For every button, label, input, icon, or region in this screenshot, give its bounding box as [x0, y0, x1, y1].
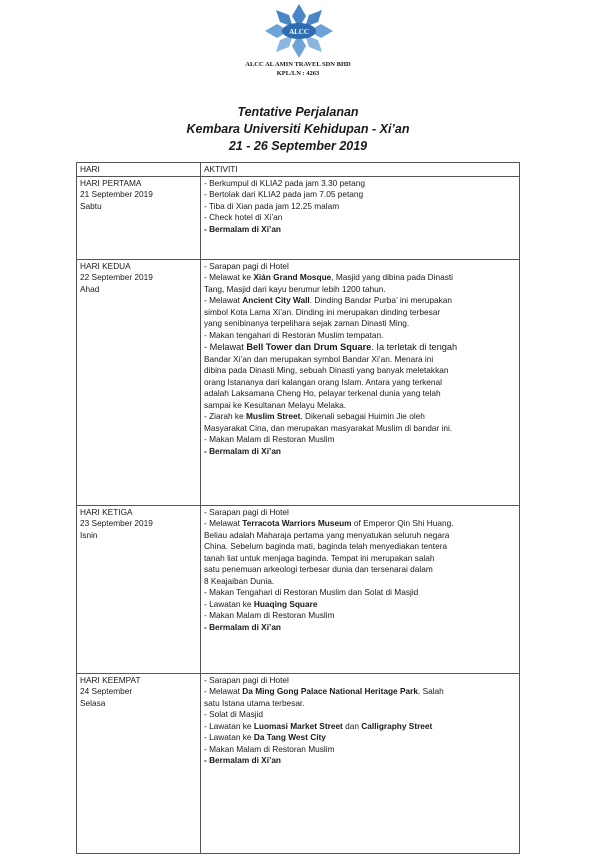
header-activity: AKTIVITI: [201, 163, 520, 177]
day-weekday: Selasa: [80, 697, 106, 708]
day-cell: [77, 176, 201, 259]
activity-item: - Makan Malam di Restoran Muslim: [204, 434, 335, 444]
activity-text: of Emperor Qin Shi Huang.: [353, 518, 454, 528]
table-row: [77, 673, 520, 853]
place-name: Ancient City Wall: [242, 295, 310, 305]
activity-continuation: dibina pada Dinasti Ming, sebuah Dinasti yang banyak meletakkan: [204, 365, 449, 375]
activity-text: . Dikenali sebagai Huimin Jie oleh: [300, 411, 425, 421]
activity-item: [204, 411, 516, 423]
activity-text: . Ia terletak di tengah: [371, 342, 458, 352]
activity-continuation: sampai ke Kesultanan Melayu Melaka.: [204, 399, 347, 410]
activity-item: [204, 272, 516, 284]
activity-continuation: adalah Laksamana Cheng Ho, pelayar terkenal dunia yang telah: [204, 388, 441, 398]
activity-text: - Lawatan ke: [204, 720, 252, 731]
activity-text: - Lawatan ke: [204, 732, 252, 742]
activity-bold: - Bermalam di Xi’an: [204, 223, 282, 234]
day-name: HARI KEDUA: [80, 260, 131, 271]
title-line-2: Kembara Universiti Kehidupan - Xi’an: [186, 122, 410, 136]
place-name: Terracota Warriors Museum: [242, 518, 352, 528]
place-name: Xián Grand Mosque: [253, 272, 332, 282]
table-row: [77, 505, 520, 673]
title-line-3: 21 - 26 September 2019: [228, 139, 368, 153]
activity-item: - Makan Malam di Restoran Muslim: [204, 743, 335, 754]
day-weekday: Sabtu: [80, 200, 102, 211]
company-header: [0, 60, 596, 78]
activity-continuation: Tang, Masjid dari kayu berumur lebih 1200 tahun.: [204, 283, 386, 294]
activity-continuation: orang Istananya dari kalangan orang Islam. Antara yang terkenal: [204, 376, 442, 387]
activity-item: [204, 622, 516, 634]
activity-item: [204, 341, 516, 354]
place-name: Calligraphy Street: [361, 720, 433, 731]
activity-item: - Sarapan pagi di Hotel: [204, 260, 289, 271]
day-weekday: Isnin: [80, 529, 98, 540]
activity-continuation: tanah liat untuk menjaga baginda. Tempat ini merupakan salah: [204, 552, 435, 563]
table-header-row: [77, 163, 520, 177]
activity-continuation: Bandar Xi’an dan merupakan symbol Bandar Xi’an. Menara ini: [204, 353, 434, 364]
activity-item: [204, 518, 516, 530]
activity-item: [204, 732, 516, 744]
activity-text: - Melawat: [204, 518, 240, 528]
activity-continuation: satu Istana utama terbesar.: [204, 697, 305, 708]
activity-item: [204, 755, 516, 767]
activity-item: [204, 599, 516, 611]
place-name: Huaqing Square: [253, 598, 318, 609]
day-weekday: Ahad: [80, 283, 100, 294]
activity-text: - Lawatan ke: [204, 598, 252, 609]
activity-bold: - Bermalam di Xi’an: [204, 445, 282, 456]
day-name: HARI PERTAMA: [80, 177, 142, 188]
activity-text: - Melawat: [204, 342, 244, 352]
activity-item: - Check hotel di Xi’an: [204, 212, 283, 222]
place-name: Da Ming Gong Palace National Heritage Park: [242, 686, 418, 696]
activity-item: [204, 686, 516, 698]
activity-item: [204, 295, 516, 307]
table-row: [77, 259, 520, 505]
activity-text: - Ziarah ke: [204, 411, 244, 421]
license-number: KPL/LN : 4263: [276, 70, 320, 77]
day-name: HARI KEEMPAT: [80, 674, 141, 685]
header-day: HARI: [77, 163, 201, 177]
activity-text: - Melawat: [204, 686, 240, 696]
activity-text: . Dinding Bandar Purba’ ini merupakan: [309, 295, 452, 305]
activity-text: - Melawat: [204, 295, 240, 305]
day-cell: [77, 259, 201, 505]
day-date: 23 September 2019: [80, 518, 153, 528]
activity-continuation: simbol Kota Lama Xi’an. Dinding ini merupakan dinding terbesar: [204, 306, 441, 317]
activity-bold: - Bermalam di Xi’an: [204, 755, 282, 765]
title-line-1: Tentative Perjalanan: [237, 105, 359, 119]
itinerary-table: [76, 162, 520, 854]
activity-item: - Makan Tengahari di Restoran Muslim dan Solat di Masjid: [204, 587, 419, 597]
activity-text: - Melawat ke: [204, 272, 252, 282]
activity-item: - Bertolak dari KLIA2 pada jam 7.05 petang: [204, 189, 364, 199]
activity-continuation: Masyarakat Cina, dan merupakan masyarakat Muslim di bandar ini.: [204, 422, 453, 433]
logo-emblem-icon: [259, 2, 339, 60]
day-cell: [77, 673, 201, 853]
day-date: 21 September 2019: [80, 189, 153, 199]
day-name: HARI KETIGA: [80, 506, 133, 517]
activity-item: - Berkumpul di KLIA2 pada jam 3.30 petang: [204, 177, 365, 188]
activity-cell: [201, 176, 520, 259]
activity-continuation: 8 Keajaiban Dunia.: [204, 575, 275, 586]
day-date: 24 September: [80, 686, 133, 696]
activity-cell: [201, 505, 520, 673]
place-name: Luomasi Market Street: [253, 720, 343, 731]
activity-cell: [201, 259, 520, 505]
day-date: 22 September 2019: [80, 272, 153, 282]
activity-item: - Makan tengahari di Restoran Muslim tempatan.: [204, 329, 384, 340]
activity-text: dan: [345, 720, 359, 731]
activity-item: - Sarapan pagi di Hotel: [204, 674, 289, 685]
company-logo: [259, 2, 339, 60]
activity-continuation: Beliau adalah Maharaja pertama yang menyatukan seluruh negara: [204, 529, 450, 540]
document-title: [0, 104, 596, 155]
table-row: [77, 176, 520, 259]
activity-item: [204, 224, 516, 236]
activity-item: [204, 721, 516, 733]
place-name: Muslim Street: [245, 411, 301, 421]
logo-text: ALCC: [289, 28, 309, 36]
activity-bold: - Bermalam di Xi’an: [204, 621, 282, 632]
activity-text: , Masjid yang dibina pada Dinasti: [331, 272, 454, 282]
day-cell: [77, 505, 201, 673]
activity-item: - Makan Malam di Restoran Muslim: [204, 610, 335, 620]
activity-item: - Solat di Masjid: [204, 709, 264, 719]
place-name: Bell Tower dan Drum Square: [246, 342, 372, 352]
activity-continuation: China. Sebelum baginda mati, baginda telah menyediakan tentera: [204, 541, 448, 551]
company-name: ALCC AL AMIN TRAVEL SDN BHD: [245, 61, 351, 68]
activity-continuation: satu penemuan arkeologi terbesar dunia dan tersenarai dalam: [204, 564, 433, 574]
activity-continuation: yang senibinanya terpelihara sejak zaman Dinasti Ming.: [204, 318, 410, 328]
place-name: Da Tang West City: [253, 732, 326, 742]
activity-item: - Sarapan pagi di Hotel: [204, 506, 289, 517]
activity-item: - Tiba di Xian pada jam 12.25 malam: [204, 200, 340, 211]
activity-cell: [201, 673, 520, 853]
activity-text: . Salah: [417, 686, 444, 696]
activity-item: [204, 446, 516, 458]
